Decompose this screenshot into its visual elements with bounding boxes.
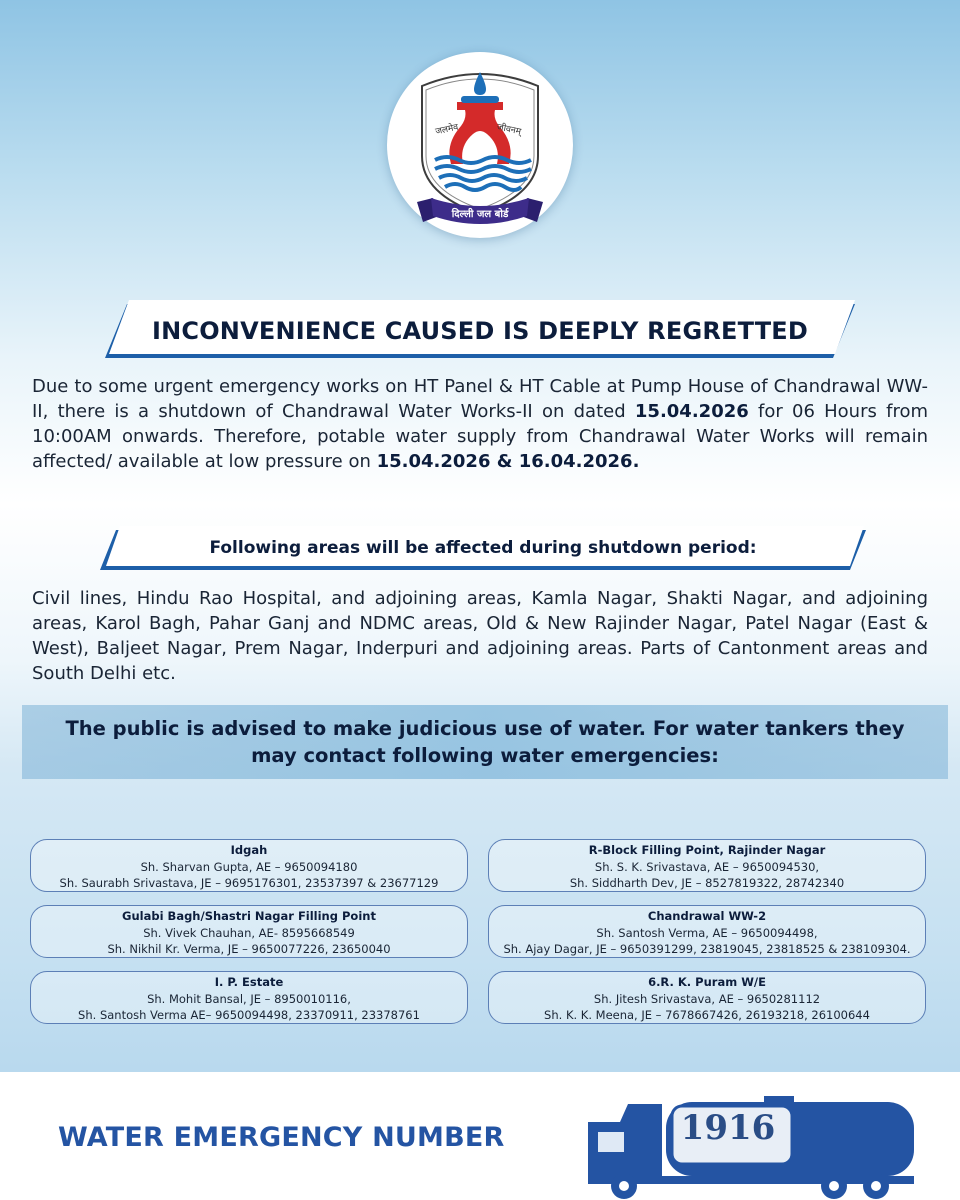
contact-card-title: R-Block Filling Point, Rajinder Nagar bbox=[588, 843, 826, 857]
contact-card-title: Chandrawal WW-2 bbox=[647, 909, 767, 923]
contact-card-line: Sh. Santosh Verma AE– 9650094498, 23370911, 23378761 bbox=[78, 1008, 420, 1022]
contact-card-line: Sh. Santosh Verma, AE – 9650094498, bbox=[596, 925, 818, 940]
contact-card bbox=[488, 905, 926, 958]
advice-text bbox=[22, 715, 948, 769]
emergency-number-label: WATER EMERGENCY NUMBER bbox=[58, 1122, 505, 1153]
contact-card bbox=[488, 971, 926, 1024]
contact-card-line: Sh. S. K. Srivastava, AE – 9650094530, bbox=[594, 859, 820, 874]
contact-card-title: 6.R. K. Puram W/E bbox=[648, 975, 766, 989]
contact-card-line: Sh. Vivek Chauhan, AE- 8595668549 bbox=[143, 925, 355, 940]
contact-card-line: Sh. K. K. Meena, JE – 7678667426, 26193218, 26100644 bbox=[544, 1008, 870, 1022]
advice-band bbox=[22, 705, 948, 779]
contact-card bbox=[30, 971, 468, 1024]
contact-card bbox=[30, 839, 468, 892]
contact-card bbox=[30, 905, 468, 958]
contact-card-line: Sh. Saurabh Srivastava, JE – 9695176301, 23537397 & 23677129 bbox=[59, 876, 439, 890]
emergency-number: 1916 bbox=[680, 1108, 776, 1148]
headline-banner bbox=[105, 300, 855, 362]
contact-card-line: Sh. Siddharth Dev, JE – 8527819322, 28742340 bbox=[569, 876, 845, 890]
notice-dates2: 15.04.2026 & 16.04.2026. bbox=[376, 451, 640, 472]
headline-text: INCONVENIENCE CAUSED IS DEEPLY REGRETTED bbox=[151, 317, 809, 345]
areas-paragraph: Civil lines, Hindu Rao Hospital, and adjoining areas, Kamla Nagar, Shakti Nagar, and adjoining areas, Karol Bagh, Pahar Ganj and NDMC areas, Old & New Rajinder Nagar, Patel Nagar (East & West), Baljeet Nagar, Prem Nagar, Inderpuri and adjoining areas. Parts of Cantonment areas and South Delhi etc. bbox=[32, 588, 928, 684]
logo-ribbon-text: दिल्ली जल बोर्ड bbox=[451, 209, 509, 220]
contact-card-line: Sh. Jitesh Srivastava, AE – 9650281112 bbox=[593, 991, 821, 1006]
contact-card-line: Sh. Nikhil Kr. Verma, JE – 9650077226, 23650040 bbox=[107, 942, 391, 956]
contact-card-line: Sh. Sharvan Gupta, AE – 9650094180 bbox=[140, 859, 358, 874]
contact-card-title: Idgah bbox=[230, 843, 268, 857]
notice-part1: Due to some urgent emergency works on HT Panel & HT Cable at Pump House of Chandrawal WW-II, there is a shutdown of Chandrawal Water Works-II on dated bbox=[32, 376, 928, 422]
contact-card bbox=[488, 839, 926, 892]
logo-motto-left: जलमेव bbox=[434, 122, 460, 138]
notice-paragraph bbox=[32, 374, 928, 474]
advice-line-1: The public is advised to make judicious use of water. For water tankers they bbox=[65, 717, 905, 740]
contact-card-line: Sh. Ajay Dagar, JE – 9650391299, 23819045, 23818525 & 238109304. bbox=[503, 942, 911, 956]
contact-card-title: I. P. Estate bbox=[214, 975, 284, 989]
advice-line-2: may contact following water emergencies: bbox=[251, 744, 719, 767]
contact-card-title: Gulabi Bagh/Shastri Nagar Filling Point bbox=[122, 909, 376, 923]
delhi-jal-board-logo bbox=[387, 52, 573, 238]
areas-heading-text: Following areas will be affected during shutdown period: bbox=[209, 538, 757, 558]
contact-card-line: Sh. Mohit Bansal, JE – 8950010116, bbox=[147, 991, 351, 1006]
logo-motto-right: जीवनम् bbox=[495, 122, 522, 138]
notice-part2: for 06 Hours from 10:00AM onwards. Therefore, potable water supply from Chandrawal Water Works will remain affected/ available at low pressure on bbox=[32, 401, 928, 472]
areas-heading-banner bbox=[100, 526, 866, 570]
notice-date1: 15.04.2026 bbox=[634, 401, 749, 422]
